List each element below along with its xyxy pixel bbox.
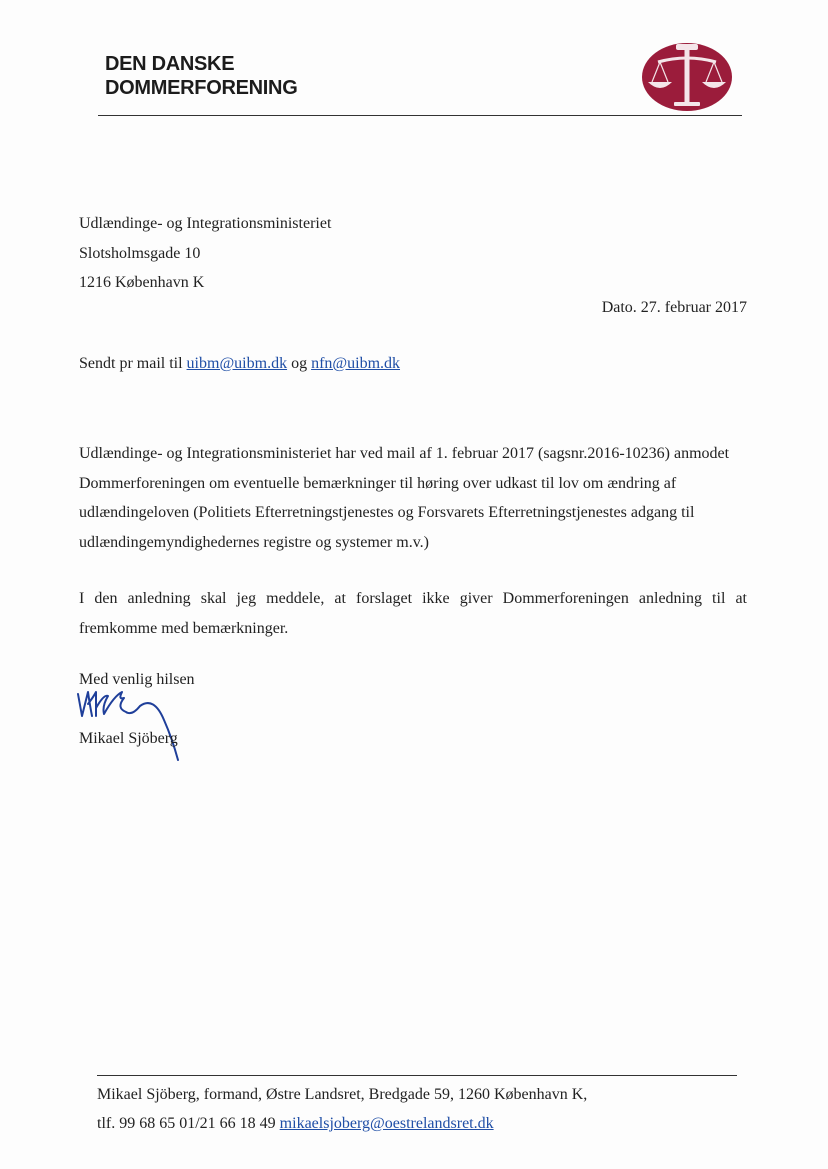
email-link-uibm[interactable]: uibm@uibm.dk: [186, 355, 288, 372]
recipient-address: [79, 209, 331, 298]
header-divider: [98, 115, 742, 116]
letter-date: Dato. 27. februar 2017: [601, 299, 747, 316]
organization-name-line2: DOMMERFORENING: [105, 77, 298, 99]
recipient-line2: Slotsholmsgade 10: [79, 244, 201, 262]
body-paragraph-1: Udlændinge- og Integrationsministeriet har ved mail af 1. februar 2017 (sagsnr.2016-10236) anmodet Dommerforeningen om eventuelle bemærkninger til høring over udkast til lov om ændring af udlændingeloven (Politiets Efterretningstjenestes og Forsvarets Efterretningstjenestes adgang til udlændingemyndighedernes registre og systemer m.v.): [79, 445, 730, 551]
footer-divider: [97, 1075, 737, 1076]
recipient-line3: 1216 København K: [79, 274, 205, 291]
sent-line: [79, 355, 400, 373]
footer-address: Mikael Sjöberg, formand, Østre Landsret, Bredgade 59, 1260 København K,: [97, 1086, 588, 1103]
closing-greeting: Med venlig hilsen: [79, 671, 195, 688]
scales-of-justice-icon: [640, 40, 734, 112]
recipient-line1: Udlændinge- og Integrationsministeriet: [79, 215, 332, 232]
signatory-name: Mikael Sjöberg: [79, 730, 178, 747]
email-link-nfn[interactable]: nfn@uibm.dk: [311, 355, 401, 372]
footer-phone: tlf. 99 68 65 01/21 66 18 49: [97, 1115, 276, 1132]
handwritten-signature: [74, 686, 186, 766]
organization-name: [105, 52, 297, 100]
footer-contact: [97, 1115, 494, 1133]
body-paragraph-2: I den anledning skal jeg meddele, at forslaget ikke giver Dommerforeningen anledning til at fremkomme med bemærkninger.: [79, 590, 747, 637]
sent-joiner: og: [291, 355, 308, 372]
organization-name-line1: DEN DANSKE: [105, 53, 235, 75]
sent-prefix: Sendt pr mail til: [79, 355, 183, 372]
footer-email-link[interactable]: mikaelsjoberg@oestrelandsret.dk: [279, 1115, 494, 1132]
